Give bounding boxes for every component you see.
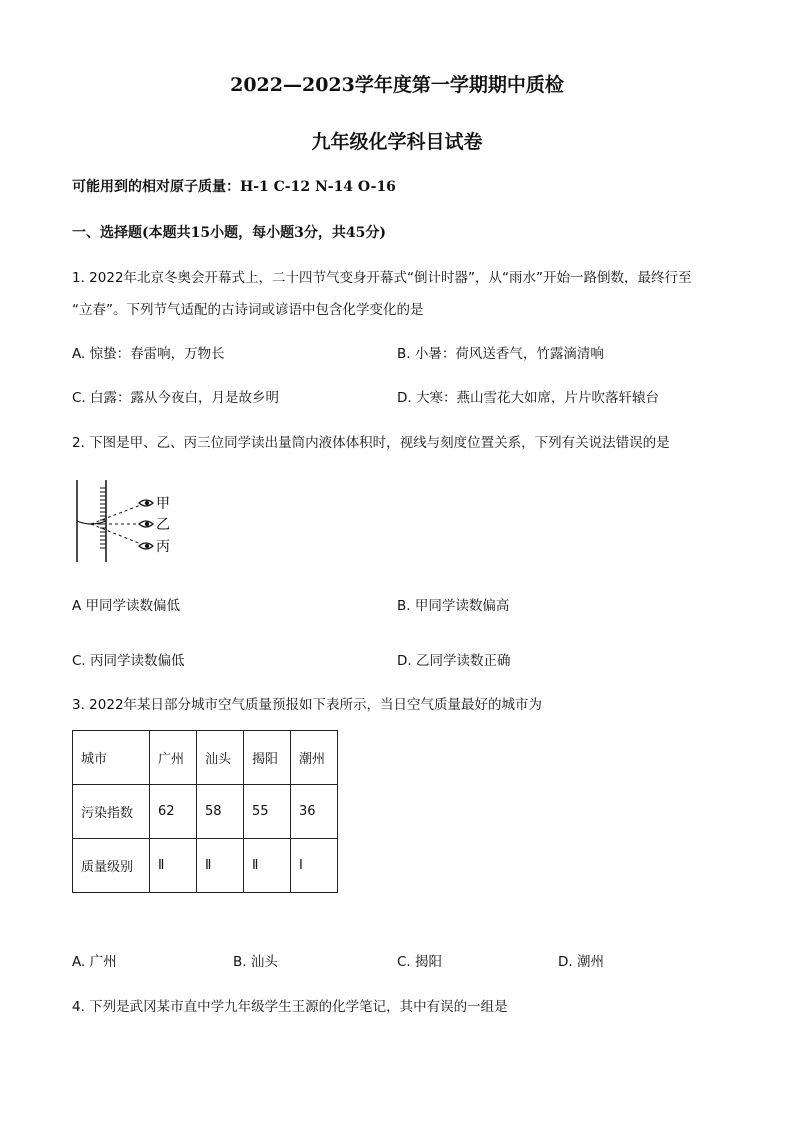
option-c: C. 丙同学读数偏低 <box>72 653 185 669</box>
table-cell: 揭阳 <box>244 731 291 785</box>
question-stem: 1. 2022年北京冬奥会开幕式上，二十四节气变身开幕式“倒计时器”，从“雨水”开始一路倒数，最终行至 <box>72 270 692 286</box>
option-b: B. 汕头 <box>233 954 278 970</box>
table-cell: 潮州 <box>291 731 338 785</box>
table-cell: 城市 <box>73 731 150 785</box>
table-row <box>73 785 338 839</box>
label-jia: 甲 <box>156 496 170 512</box>
question-stem-continued: “立春”。下列节气适配的古诗词或谚语中包含化学变化的是 <box>72 302 424 318</box>
option-a: A. 惊蛰：春雷响，万物长 <box>72 346 225 362</box>
table-cell: 62 <box>150 785 197 839</box>
question-stem: 2. 下图是甲、乙、丙三位同学读出量筒内液体体积时，视线与刻度位置关系，下列有关说法错误的是 <box>72 435 670 451</box>
air-quality-table <box>72 730 338 893</box>
table-cell: 汕头 <box>197 731 244 785</box>
option-a: A. 广州 <box>72 954 117 970</box>
eye-icon <box>139 500 153 506</box>
table-cell: Ⅱ <box>197 839 244 893</box>
question-stem: 3. 2022年某日部分城市空气质量预报如下表所示，当日空气质量最好的城市为 <box>72 697 543 713</box>
table-cell: 36 <box>291 785 338 839</box>
table-cell: Ⅱ <box>150 839 197 893</box>
option-a: A 甲同学读数偏低 <box>72 598 181 614</box>
option-b: B. 甲同学读数偏高 <box>397 598 510 614</box>
option-c: C. 白露：露从今夜白，月是故乡明 <box>72 390 280 406</box>
graduated-cylinder-diagram <box>70 478 180 564</box>
option-b: B. 小暑：荷风送香气，竹露滴清响 <box>397 346 604 362</box>
table-cell: 55 <box>244 785 291 839</box>
option-d: D. 乙同学读数正确 <box>397 653 511 669</box>
eye-icon <box>139 543 153 549</box>
table-cell: 58 <box>197 785 244 839</box>
table-row <box>73 731 338 785</box>
question-stem: 4. 下列是武冈某市直中学九年级学生王源的化学笔记，其中有误的一组是 <box>72 999 508 1015</box>
label-bing: 丙 <box>156 539 170 555</box>
option-d: D. 大寒：燕山雪花大如席，片片吹落轩辕台 <box>397 390 659 406</box>
eye-icon <box>139 521 153 527</box>
page-title: 2022—2023学年度第一学期期中质检 <box>230 74 564 96</box>
sight-lines <box>91 503 146 546</box>
scale-ticks <box>100 488 106 548</box>
table-cell: Ⅰ <box>291 839 338 893</box>
table-cell: 广州 <box>150 731 197 785</box>
option-c: C. 揭阳 <box>397 954 443 970</box>
table-cell: 质量级别 <box>73 839 150 893</box>
table-cell: 污染指数 <box>73 785 150 839</box>
atomic-masses: 可能用到的相对原子质量：H-1 C-12 N-14 O-16 <box>72 179 396 195</box>
section-heading: 一、选择题(本题共15小题，每小题3分，共45分) <box>72 225 386 241</box>
option-d: D. 潮州 <box>558 954 604 970</box>
label-yi: 乙 <box>156 517 170 533</box>
table-row <box>73 839 338 893</box>
page-subtitle: 九年级化学科目试卷 <box>311 131 483 153</box>
table-cell: Ⅱ <box>244 839 291 893</box>
